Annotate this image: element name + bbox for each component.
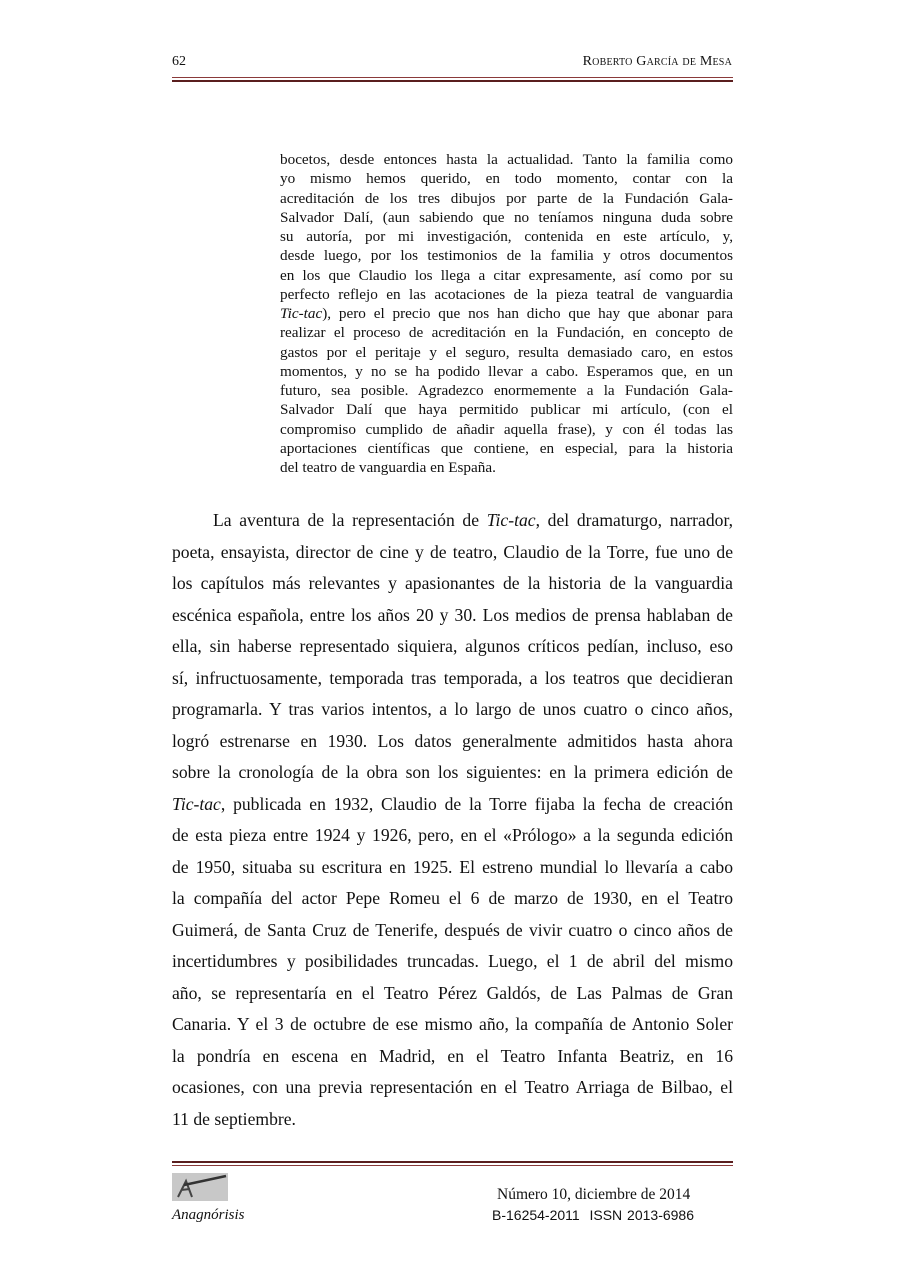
- running-header-author: Roberto García de Mesa: [582, 54, 732, 69]
- text-segment: su autoría, por mi investigación, contenida en este artículo, y,: [280, 228, 733, 245]
- text-segment: la compañía del actor Pepe Romeu el 6 de marzo de 1930, en el Teatro: [172, 888, 733, 908]
- text-segment: sobre la cronología de la obra son los siguientes: en la primera edición de: [172, 762, 733, 782]
- text-line: [172, 852, 733, 884]
- text-line: [280, 246, 733, 265]
- text-segment: escénica española, entre los años 20 y 30. Los medios de prensa hablaban de: [172, 604, 733, 625]
- text-segment: perfecto reflejo en las acotaciones de la pieza teatral de vanguardia: [280, 285, 733, 303]
- text-segment: acreditación de los tres dibujos por parte de la Fundación Gala-: [280, 189, 733, 207]
- issn-info: [492, 1207, 694, 1223]
- text-segment: programarla. Y tras varios intentos, a lo largo de unos cuatro o cinco años,: [172, 699, 733, 719]
- text-segment: compromiso cumplido de añadir aquella frase), y con él todas las: [280, 420, 733, 438]
- issn-text: B-16254-2011 ISSN 2013-6986: [492, 1207, 694, 1223]
- text-line: [280, 458, 733, 477]
- text-line: [172, 1104, 733, 1136]
- issue-info: Número 10, diciembre de 2014: [497, 1186, 691, 1203]
- header-rule: [172, 77, 733, 82]
- journal-name: Anagnórisis: [172, 1207, 245, 1223]
- text-segment: aportaciones científicas que contiene, en especial, para la historia: [280, 439, 733, 457]
- text-segment: poeta, ensayista, director de cine y de teatro, Claudio de la Torre, fue uno de: [172, 541, 733, 562]
- text-segment: ella, sin haberse representado siquiera, algunos críticos pedían, incluso, eso: [172, 636, 733, 656]
- block-quote: [280, 150, 733, 477]
- text-segment: logró estrenarse en 1930. Los datos generalmente admitidos hasta ahora: [172, 730, 733, 751]
- text-segment: 11 de septiembre.: [172, 1108, 296, 1129]
- text-line: [280, 266, 733, 285]
- text-line: [172, 915, 733, 947]
- text-segment: bocetos, desde entonces hasta la actualidad. Tanto la familia como: [280, 151, 733, 168]
- text-line: [280, 323, 733, 342]
- text-segment: yo mismo hemos querido, en todo momento, contar con la: [280, 170, 733, 188]
- body-paragraph: [172, 505, 733, 1135]
- text-segment: Guimerá, de Santa Cruz de Tenerife, después de vivir cuatro o cinco años de: [172, 919, 733, 940]
- italic-title: Tic-tac: [280, 305, 323, 322]
- text-segment: en los que Claudio los llega a citar expresamente, así como por su: [280, 266, 733, 284]
- text-line: [280, 343, 733, 362]
- journal-logo: [172, 1173, 228, 1201]
- text-line: [172, 978, 733, 1010]
- text-line: [172, 946, 733, 978]
- text-segment: Salvador Dalí, (aun sabiendo que no teníamos ninguna duda sobre: [280, 208, 733, 226]
- text-segment: del teatro de vanguardia en España.: [280, 459, 496, 476]
- text-line: [172, 1041, 733, 1073]
- text-segment: ocasiones, con una previa representación en el Teatro Arriaga de Bilbao, el: [172, 1077, 733, 1097]
- text-segment: la pondría en escena en Madrid, en el Teatro Infanta Beatriz, en 16: [172, 1045, 733, 1066]
- text-line: [280, 400, 733, 419]
- text-line: [172, 663, 733, 695]
- text-line: [172, 568, 733, 600]
- text-line: [280, 150, 733, 169]
- page-number: 62: [172, 54, 186, 69]
- text-segment: , del dramaturgo, narrador,: [535, 510, 733, 530]
- text-line: [172, 789, 733, 821]
- text-line: [172, 820, 733, 852]
- text-line: [172, 505, 733, 537]
- text-line: [280, 169, 733, 188]
- text-segment: momentos, y no se ha podido llevar a cabo. Esperamos que, en un: [280, 362, 733, 380]
- text-segment: gastos por el peritaje y el seguro, resulta demasiado caro, en estos: [280, 343, 733, 361]
- text-segment: año, se representaría en el Teatro Pérez Galdós, de Las Palmas de Gran: [172, 982, 733, 1003]
- text-line: [280, 362, 733, 381]
- text-line: [280, 208, 733, 227]
- text-segment: desde luego, por los testimonios de la familia y otros documentos: [280, 247, 733, 265]
- text-line: [280, 227, 733, 246]
- text-line: [280, 420, 733, 439]
- text-segment: futuro, sea posible. Agradezco enormemente a la Fundación Gala-: [280, 382, 733, 399]
- text-line: [280, 189, 733, 208]
- text-line: [280, 304, 733, 323]
- text-line: [172, 537, 733, 569]
- text-line: [172, 631, 733, 663]
- text-line: [172, 600, 733, 632]
- text-segment: de 1950, situaba su escritura en 1925. El estreno mundial lo llevaría a cabo: [172, 856, 733, 877]
- text-segment: Canaria. Y el 3 de octubre de ese mismo año, la compañía de Antonio Soler: [172, 1014, 733, 1034]
- text-segment: de esta pieza entre 1924 y 1926, pero, en el «Prólogo» a la segunda edición: [172, 825, 733, 845]
- text-line: [280, 381, 733, 400]
- italic-title: Tic-tac: [172, 793, 221, 814]
- text-segment: La aventura de la representación de: [213, 510, 487, 530]
- text-segment: Salvador Dalí que haya permitido publicar mi artículo, (con el: [280, 401, 733, 419]
- text-line: [172, 726, 733, 758]
- text-line: [172, 883, 733, 915]
- text-segment: sí, infructuosamente, temporada tras temporada, a los teatros que decidieran: [172, 667, 733, 688]
- text-segment: realizar el proceso de acreditación en la Fundación, en concepto de: [280, 324, 733, 342]
- text-segment: los capítulos más relevantes y apasionantes de la historia de la vanguardia: [172, 573, 733, 593]
- footer-rule: [172, 1161, 733, 1166]
- text-line: [172, 757, 733, 789]
- text-segment: , publicada en 1932, Claudio de la Torre fijaba la fecha de creación: [220, 793, 733, 814]
- text-line: [280, 285, 733, 304]
- text-segment: ), pero el precio que nos han dicho que hay que abonar para: [322, 305, 733, 322]
- text-line: [172, 694, 733, 726]
- text-line: [280, 439, 733, 458]
- text-line: [172, 1009, 733, 1041]
- text-segment: incertidumbres y posibilidades truncadas. Luego, el 1 de abril del mismo: [172, 951, 733, 971]
- text-line: [172, 1072, 733, 1104]
- italic-title: Tic-tac: [486, 510, 536, 530]
